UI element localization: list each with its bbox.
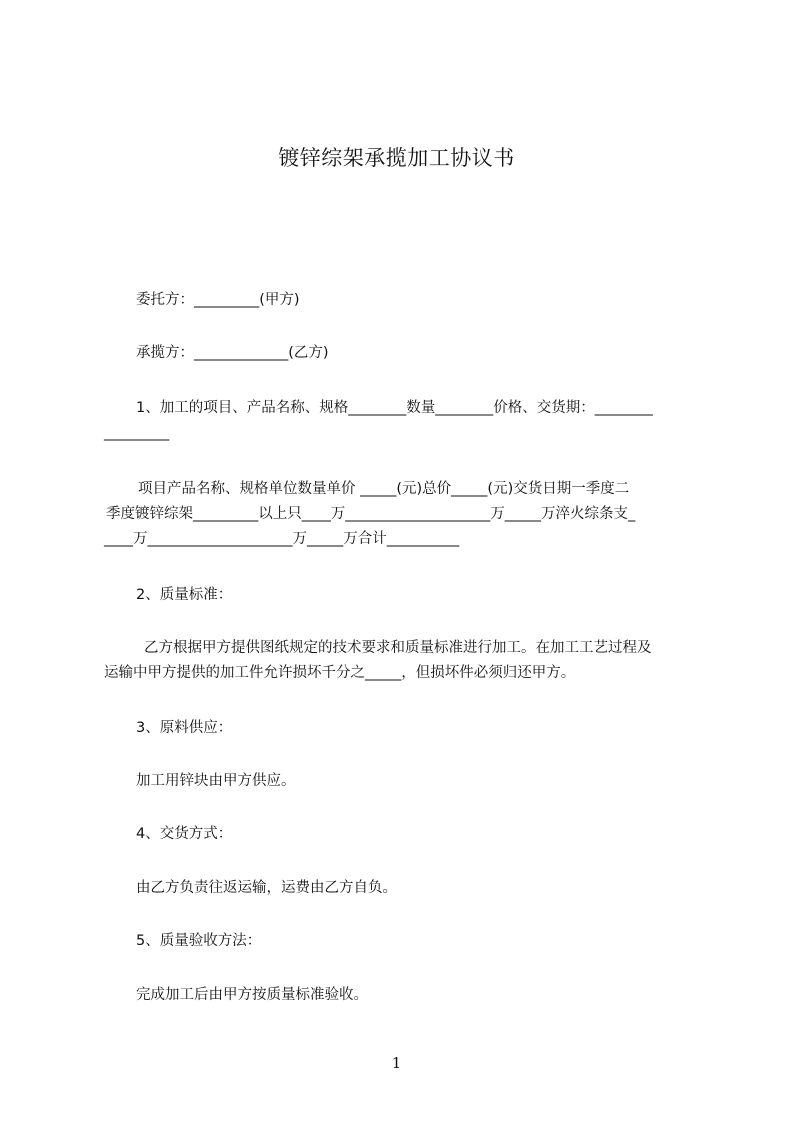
product-table-line-2: 季度镀锌综架_________以上只____万____________________万_____万淬火综条支_ bbox=[106, 506, 636, 522]
clause-1-line-2: _________ bbox=[104, 425, 170, 441]
clause-5-body: 完成加工后由甲方按质量标准验收。 bbox=[136, 987, 368, 1003]
clause-2-body bbox=[104, 636, 704, 686]
clause-2-line-1: 乙方根据甲方提供图纸规定的技术要求和质量标准进行加工。在加工工艺过程及 bbox=[144, 640, 652, 656]
clause-1 bbox=[104, 396, 704, 446]
clause-3-heading: 3、原料供应： bbox=[136, 720, 233, 736]
clause-2-line-2: 运输中甲方提供的加工件允许损坏千分之_____，但损坏件必须归还甲方。 bbox=[104, 665, 576, 681]
document-title: 镀锌综架承揽加工协议书 bbox=[278, 146, 515, 170]
clause-5-heading: 5、质量验收方法： bbox=[136, 933, 262, 949]
clause-4-body: 由乙方负责往返运输，运费由乙方自负。 bbox=[136, 880, 397, 896]
product-table-line-1: 项目产品名称、规格单位数量单价 _____(元)总价_____(元)交货日期一季度二 bbox=[138, 481, 630, 497]
clause-4-heading: 4、交货方式： bbox=[136, 826, 233, 842]
clause-2-heading: 2、质量标准： bbox=[136, 587, 233, 603]
product-table-text bbox=[104, 477, 704, 552]
product-table-line-3: ____万____________________万_____万合计__________ bbox=[104, 531, 460, 547]
party-b-line: 承揽方：_____________(乙方) bbox=[136, 345, 329, 361]
party-a-line: 委托方：_________(甲方) bbox=[136, 292, 300, 308]
clause-3-body: 加工用锌块由甲方供应。 bbox=[136, 773, 296, 789]
page-number: 1 bbox=[391, 1054, 402, 1072]
clause-1-line-1: 1、加工的项目、产品名称、规格________数量________价格、交货期：________ bbox=[136, 400, 653, 416]
